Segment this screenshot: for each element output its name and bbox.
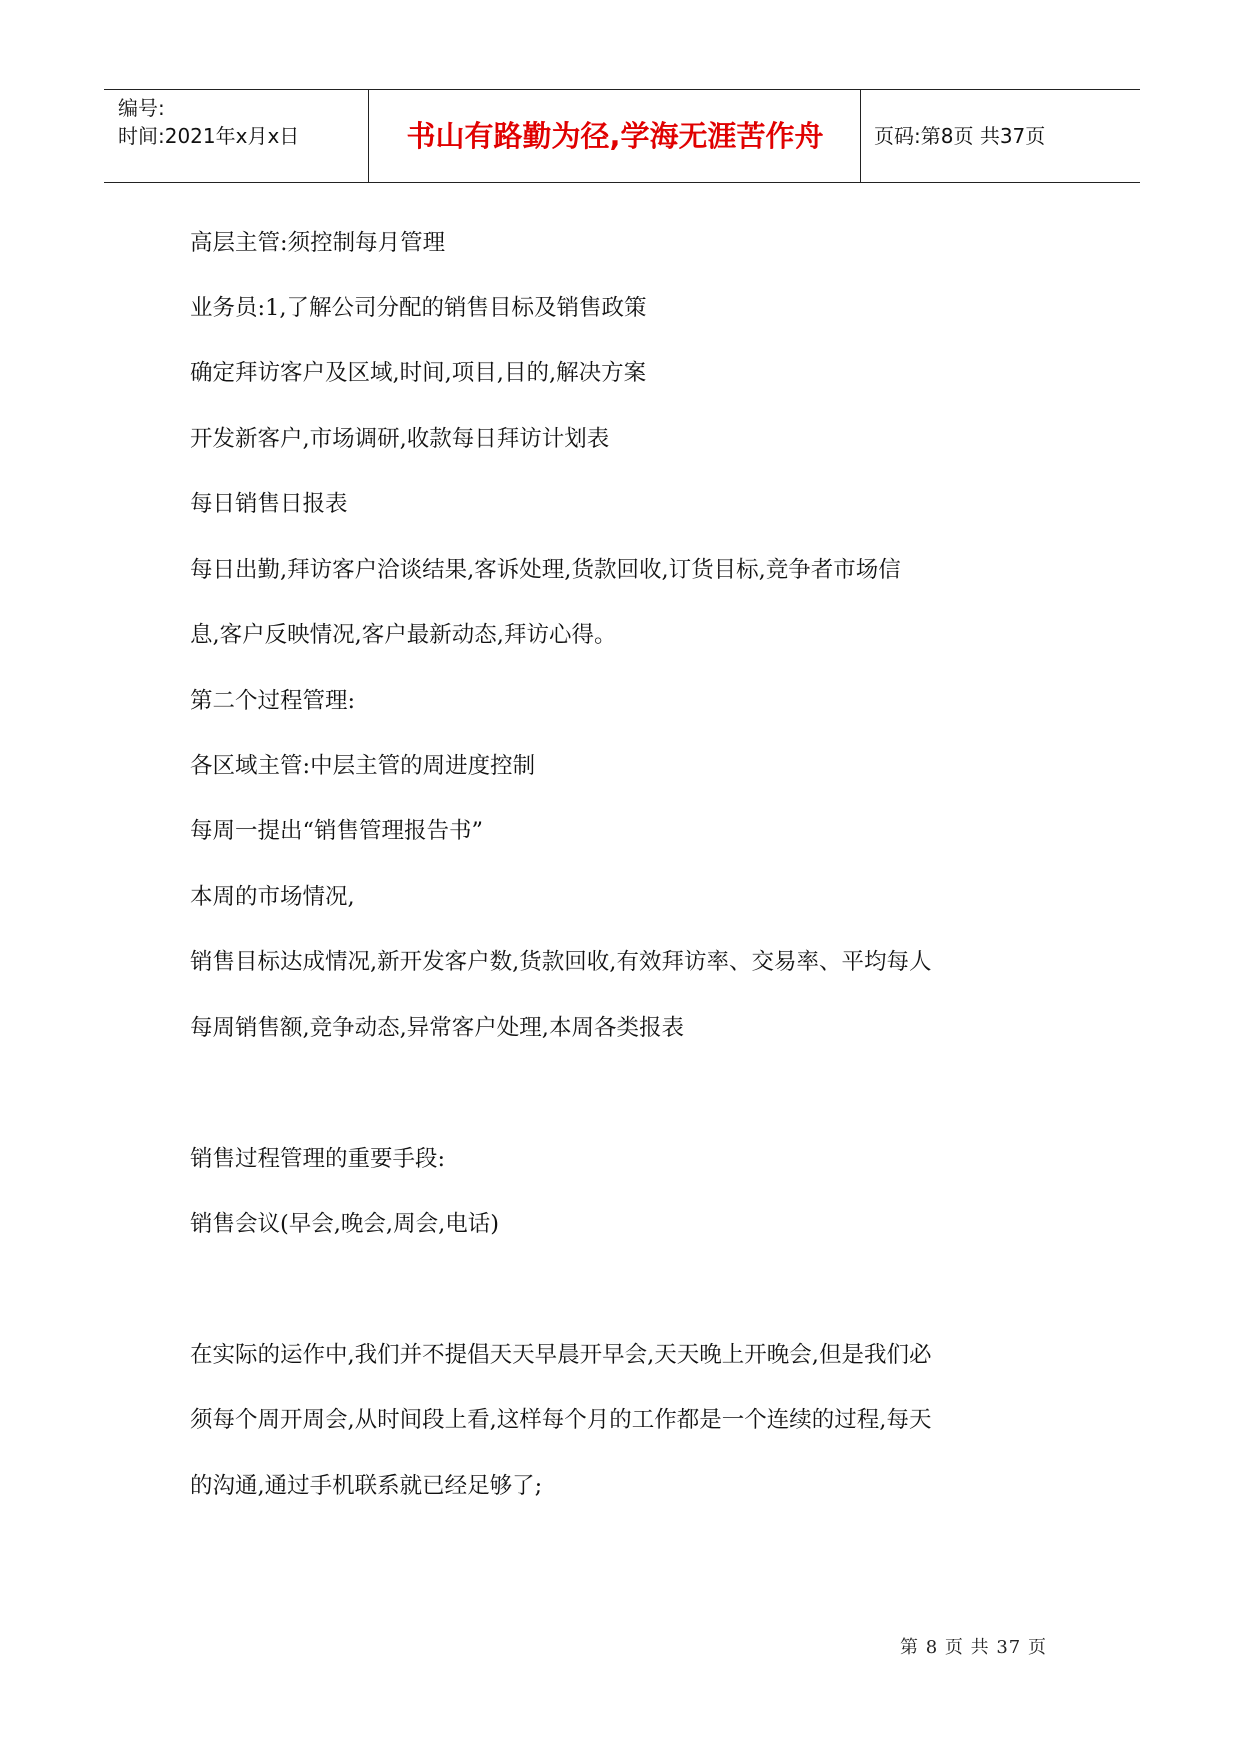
page-header: [104, 89, 1140, 183]
body-line: 开发新客户,市场调研,收款每日拜访计划表: [190, 426, 610, 452]
body-line: 每周销售额,竞争动态,异常客户处理,本周各类报表: [190, 1015, 684, 1041]
body-line: 每日销售日报表: [190, 491, 348, 517]
header-divider-right: [860, 90, 861, 182]
body-line: 每周一提出“销售管理报告书”: [190, 818, 484, 844]
body-line: 须每个周开周会,从时间段上看,这样每个月的工作都是一个连续的过程,每天: [190, 1407, 932, 1433]
body-line: 息,客户反映情况,客户最新动态,拜访心得。: [190, 622, 617, 648]
header-divider-left: [368, 90, 369, 182]
body-line: 销售过程管理的重要手段:: [190, 1146, 446, 1172]
body-line: 各区域主管:中层主管的周进度控制: [190, 753, 536, 779]
body-line: 高层主管:须控制每月管理: [190, 230, 446, 256]
body-line: 本周的市场情况,: [190, 884, 355, 910]
header-page-info: 页码:第8页 共37页: [874, 124, 1046, 148]
date-label: 时间:2021年x月x日: [118, 124, 300, 148]
body-line: 销售会议(早会,晚会,周会,电话): [190, 1211, 500, 1237]
body-line: 业务员:1,了解公司分配的销售目标及销售政策: [190, 295, 647, 321]
body-line: 第二个过程管理:: [190, 688, 356, 714]
body-line: 在实际的运作中,我们并不提倡天天早晨开早会,天天晚上开晚会,但是我们必: [190, 1342, 932, 1368]
body-line: 每日出勤,拜访客户洽谈结果,客诉处理,货款回收,订货目标,竞争者市场信: [190, 557, 901, 583]
header-meta: [118, 94, 358, 150]
body-line: 的沟通,通过手机联系就已经足够了;: [190, 1473, 543, 1499]
header-motto: 书山有路勤为径,学海无涯苦作舟: [406, 119, 824, 153]
serial-number-label: 编号:: [118, 96, 165, 120]
body-line: 销售目标达成情况,新开发客户数,货款回收,有效拜访率、交易率、平均每人: [190, 949, 932, 975]
page-footer: 第 8 页 共 37 页: [900, 1637, 1047, 1658]
body-line: 确定拜访客户及区域,时间,项目,目的,解决方案: [190, 360, 647, 386]
